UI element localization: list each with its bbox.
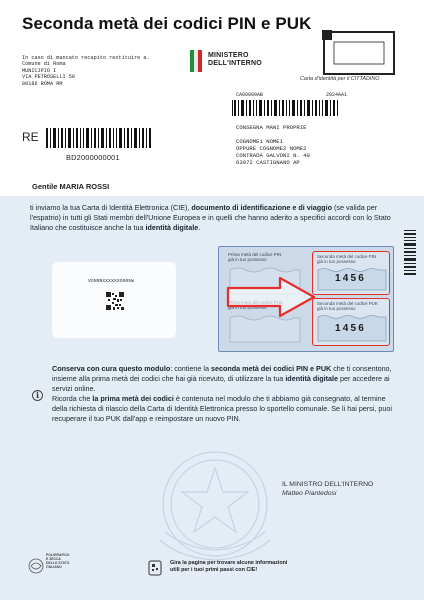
notice-bold: identità digitale <box>285 374 339 383</box>
page-title: Seconda metà dei codici PIN e PUK <box>22 14 312 33</box>
left-pin-sub: già in tuo possesso <box>228 257 267 262</box>
ministry-name-line2: DELL'INTERNO <box>208 60 262 67</box>
recipient-line: 63072 CASTIGNANO AP <box>236 159 300 166</box>
notice-text-span: è contenuta nel modulo che ti abbiamo già consegnato, al termine della richiesta di rilascio della Carta di Identità Elettronica presso lo sportello comunale. Se li hai persi, puoi recuperare il tuo PUK dall'app e reimpostare un nuovo PIN. <box>52 394 392 423</box>
postage-stamp-icon <box>320 28 398 78</box>
notice-text-span: : contiene la <box>170 364 211 373</box>
registered-code: BD2000000001 <box>66 153 120 162</box>
poligrafico-line: POLIGRAFICO <box>46 553 70 557</box>
footer-note <box>170 560 287 574</box>
puk-code: 1456 <box>335 323 367 334</box>
sender-line: VIA PETROSELLI 50 <box>22 74 75 81</box>
notice-text <box>52 364 398 424</box>
left-pin-label: Prima metà del codice PIN <box>228 252 282 257</box>
greeting: Gentile MARIA ROSSI <box>32 182 110 191</box>
recipient-line: COGNOME1 NOME1 <box>236 138 283 145</box>
poligrafico-line: DELLO STATO <box>46 561 70 565</box>
document-code-secondary: 2024AA1 <box>326 92 348 98</box>
sender-line: In caso di mancato recapito restituire a. <box>22 55 150 61</box>
side-barcode-icon <box>404 230 416 276</box>
notice-paragraph <box>52 364 398 394</box>
intro-paragraph <box>30 203 396 233</box>
ministry-logo <box>190 46 280 78</box>
stamp-caption: Carta d'identità per il CITTADINO <box>300 76 380 82</box>
emblem-icon <box>140 440 290 564</box>
barcode-icon <box>230 100 342 116</box>
signature-title: IL MINISTRO DELL'INTERNO <box>282 481 374 488</box>
right-pin-sub: già in tuo possesso <box>317 259 356 264</box>
recipient-address <box>236 124 310 166</box>
signature-block <box>282 480 412 498</box>
phone-qr-icon <box>148 560 162 576</box>
right-puk-sub: già in tuo possesso <box>317 306 356 311</box>
recipient-line: CONTRADA GALVONI N. 40 <box>236 152 310 159</box>
poligrafico-line: ITALIANO <box>46 565 62 569</box>
sender-line: Comune di Roma <box>22 61 66 68</box>
notice-bold: seconda metà dei codici PIN e PUK <box>210 364 332 373</box>
registered-barcode-icon <box>46 128 152 148</box>
poligrafico-line: E ZECCA <box>46 557 61 561</box>
notice-text-span: Ricorda che <box>52 394 93 403</box>
pin-code: 1456 <box>335 273 367 284</box>
intro-text: (se valida per l'espatrio) in tutti gli Stati membri dell'Unione Europea e in quelli che hanno aderito a specifici accordi con lo Stato Italiano che costituisce anche la tua <box>30 203 391 232</box>
card-serial: VGNRNXXXXXXG005W <box>88 279 135 284</box>
footer-line: utili per i tuoi primi passi con CIE! <box>170 567 258 573</box>
document-code: CA00000AB <box>236 92 264 98</box>
flag-icon <box>190 50 204 72</box>
intro-bold: documento di identificazione e di viaggio <box>191 203 332 212</box>
signature-name: Matteo Piantedosi <box>282 490 337 497</box>
info-icon: i <box>32 390 43 401</box>
notice-bold: Conserva con cura questo modulo <box>52 364 171 373</box>
intro-text: . <box>198 223 201 232</box>
registered-mail-label: RE <box>22 130 39 144</box>
notice-paragraph <box>52 394 398 424</box>
sender-line: 00186 ROMA RM <box>22 80 63 87</box>
notice-text-span: per accedere ai servizi online. <box>52 374 390 393</box>
intro-text: ti inviamo la tua Carta di Identità Elettronica (CIE), <box>30 203 192 212</box>
right-pin-label: Seconda metà del codice PIN <box>317 254 377 259</box>
left-puk-sub: già in tuo possesso <box>228 305 267 310</box>
notice-text-span: che ti consentono, insieme alla prima metà dei codici che hai già ricevuto, di utilizzare la tua <box>52 364 392 383</box>
sender-address <box>22 55 150 87</box>
footer-line: Gira la pagina per trovare alcune informazioni <box>170 560 288 566</box>
recipient-line: OPPURE COGNOME2 NOME2 <box>236 145 307 152</box>
poligrafico-text <box>46 553 70 569</box>
second-half-puk-card <box>312 298 390 346</box>
intro-bold: identità digitale <box>145 223 199 232</box>
qr-code-icon <box>106 292 124 310</box>
arrow-icon <box>226 274 318 320</box>
ministry-name-line1: MINISTERO <box>208 52 249 59</box>
second-half-pin-card <box>312 251 390 295</box>
right-puk-label: Seconda metà del codice PUK <box>317 301 379 306</box>
delivery-instruction: CONSEGNA MANI PROPRIE <box>236 124 307 131</box>
notice-bold: la prima metà dei codici <box>92 394 174 403</box>
sender-line: MUNICIPIO I <box>22 67 57 74</box>
